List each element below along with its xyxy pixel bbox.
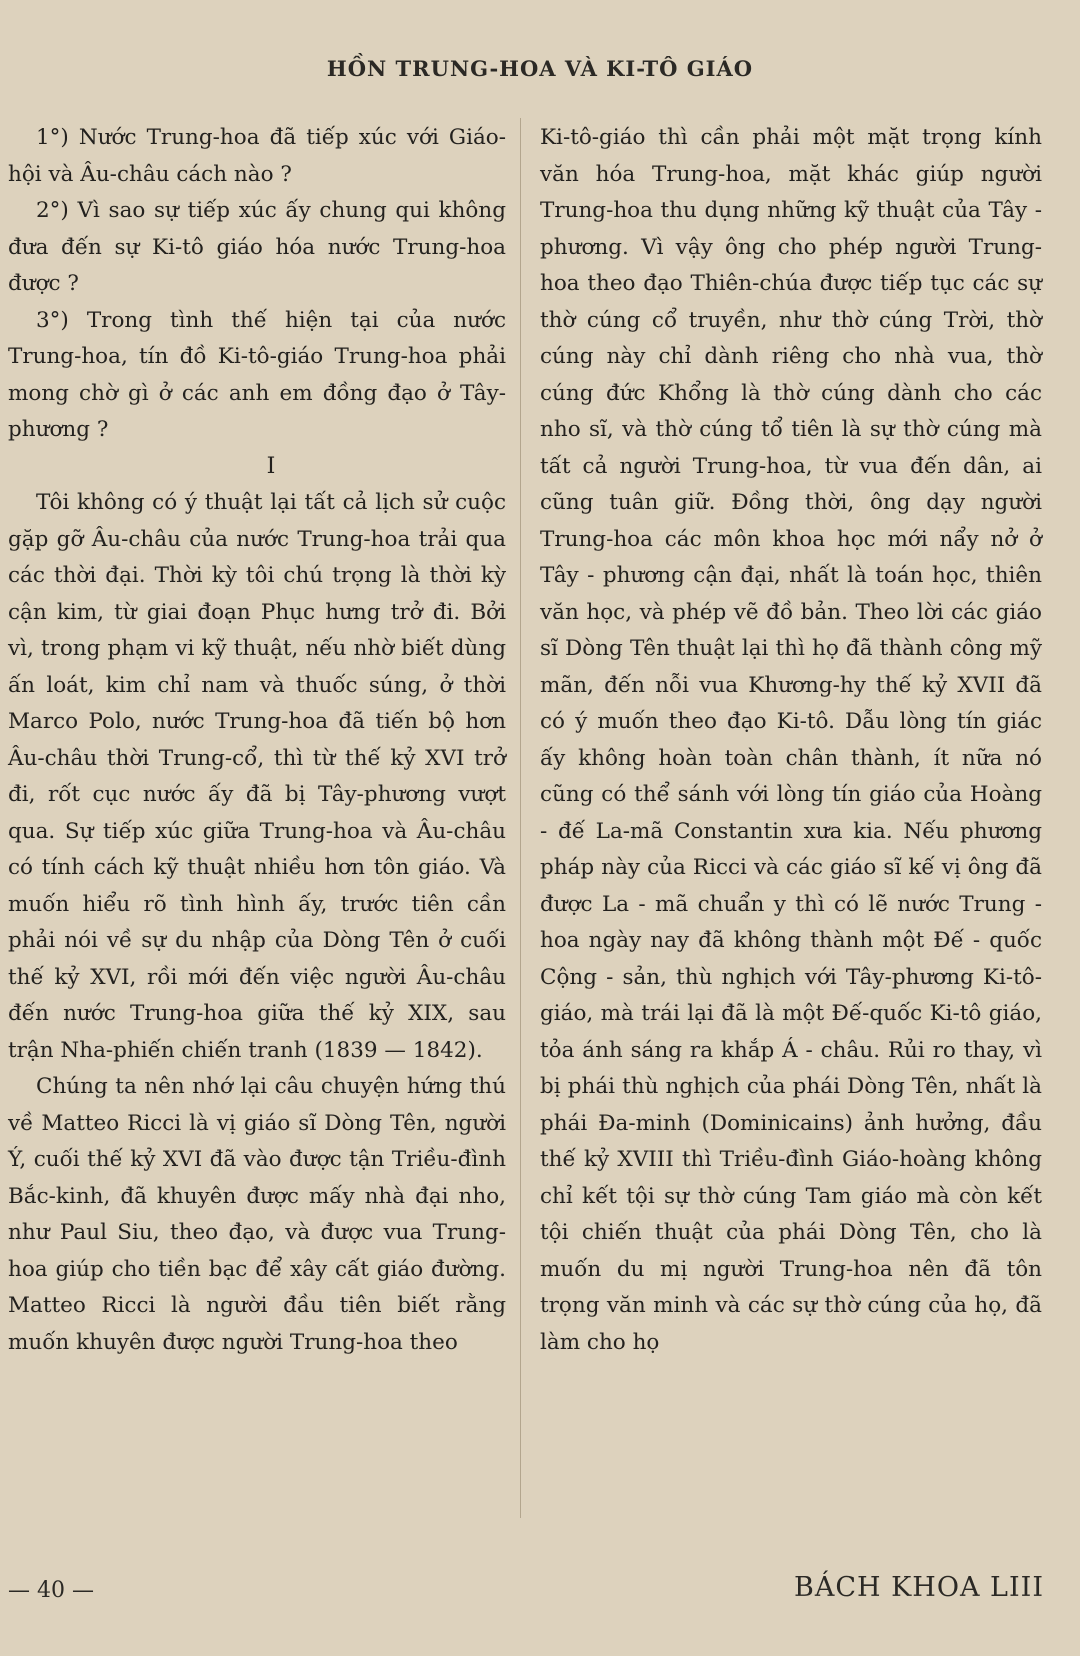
paragraph-continued: Ki-tô-giáo thì cần phải một mặt trọng kính văn hóa Trung-hoa, mặt khác giúp người Trung-hoa thu dụng những kỹ thuật của Tây - phương. Vì vậy ông cho phép người Trung-hoa theo đạo Thiên-chúa được tiếp tục các sự thờ cúng cổ truyền, như thờ cúng Trời, thờ cúng này chỉ dành riêng cho nhà vua, thờ cúng đức Khổng là thờ cúng dành cho các nho sĩ, và thờ cúng tổ tiên là sự thờ cúng mà tất cả người Trung-hoa, từ vua đến dân, ai cũng tuân giữ. Đồng thời, ông dạy người Trung-hoa các môn khoa học mới nẩy nở ở Tây - phương cận đại, nhất là toán học, thiên văn học, và phép vẽ đồ bản. Theo lời các giáo sĩ Dòng Tên thuật lại thì họ đã thành công mỹ mãn, đến nỗi vua Khương-hy thế kỷ XVII đã có ý muốn theo đạo Ki-tô. Dẫu lòng tín giác ấy không hoàn toàn chân thành, ít nữa nó cũng có thể sánh với lòng tín giáo của Hoàng - đế La-mã Constantin xưa kia. Nếu phương pháp này của Ricci và các giáo sĩ kế vị ông đã được La - mã chuẩn y thì có lẽ nước Trung - hoa ngày nay đã không thành một Đế - quốc Cộng - sản, thù nghịch với Tây-phương Ki-tô-giáo, mà trái lại đã là một Đế-quốc Ki-tô giáo, tỏa ánh sáng ra khắp Á - châu. Rủi ro thay, vì bị phái thù nghịch của phái Dòng Tên, nhất là phái Đa-minh (Dominicains) ảnh hưởng, đầu thế kỷ XVIII thì Triều-đình Giáo-hoàng không chỉ kết tội sự thờ cúng Tam giáo mà còn kết tội chiến thuật của phái Dòng Tên, cho là muốn du mị người Trung-hoa nên đã tôn trọng văn minh và các sự thờ cúng của họ, đã làm cho họ — [540, 125, 1042, 1355]
left-column — [8, 120, 506, 1361]
section-number: I — [266, 453, 276, 479]
paragraph-2: Chúng ta nên nhớ lại câu chuyện hứng thú về Matteo Ricci là vị giáo sĩ Dòng Tên, người Ý, cuối thế kỷ XVI đã vào được tận Triều-đình Bắc-kinh, đã khuyên được mấy nhà đại nho, như Paul Siu, theo đạo, và được vua Trung-hoa giúp cho tiền bạc để xây cất giáo đường. Matteo Ricci là người đầu tiên biết rằng muốn khuyên được người Trung-hoa theo — [8, 1074, 506, 1355]
column-divider — [520, 118, 521, 1518]
running-head: HỒN TRUNG-HOA VÀ KI-TÔ GIÁO — [326, 56, 754, 81]
question-1: 1°) Nước Trung-hoa đã tiếp xúc với Giáo-hội và Âu-châu cách nào ? — [8, 125, 506, 187]
magazine-name: BÁCH KHOA LIII — [794, 1572, 1044, 1603]
page-number: — 40 — — [8, 1578, 94, 1603]
question-3: 3°) Trong tình thế hiện tại của nước Trung-hoa, tín đồ Ki-tô-giáo Trung-hoa phải mong chờ gì ở các anh em đồng đạo ở Tây-phương ? — [8, 307, 506, 442]
right-column — [540, 120, 1042, 1361]
question-2: 2°) Vì sao sự tiếp xúc ấy chung qui không đưa đến sự Ki-tô giáo hóa nước Trung-hoa được ? — [8, 198, 506, 296]
paragraph-1: Tôi không có ý thuật lại tất cả lịch sử cuộc gặp gỡ Âu-châu của nước Trung-hoa trải qua các thời đại. Thời kỳ tôi chú trọng là thời kỳ cận kim, từ giai đoạn Phục hưng trở đi. Bởi vì, trong phạm vi kỹ thuật, nếu nhờ biết dùng ấn loát, kim chỉ nam và thuốc súng, ở thời Marco Polo, nước Trung-hoa đã tiến bộ hơn Âu-châu thời Trung-cổ, thì từ thế kỷ XVI trở đi, rốt cục nước ấy đã bị Tây-phương vượt qua. Sự tiếp xúc giữa Trung-hoa và Âu-châu có tính cách kỹ thuật nhiều hơn tôn giáo. Và muốn hiểu rõ tình hình ấy, trước tiên cần phải nói về sự du nhập của Dòng Tên ở cuối thế kỷ XVI, rồi mới đến việc người Âu-châu đến nước Trung-hoa giữa thế kỷ XIX, sau trận Nha-phiến chiến tranh (1839 — 1842). — [8, 490, 506, 1063]
